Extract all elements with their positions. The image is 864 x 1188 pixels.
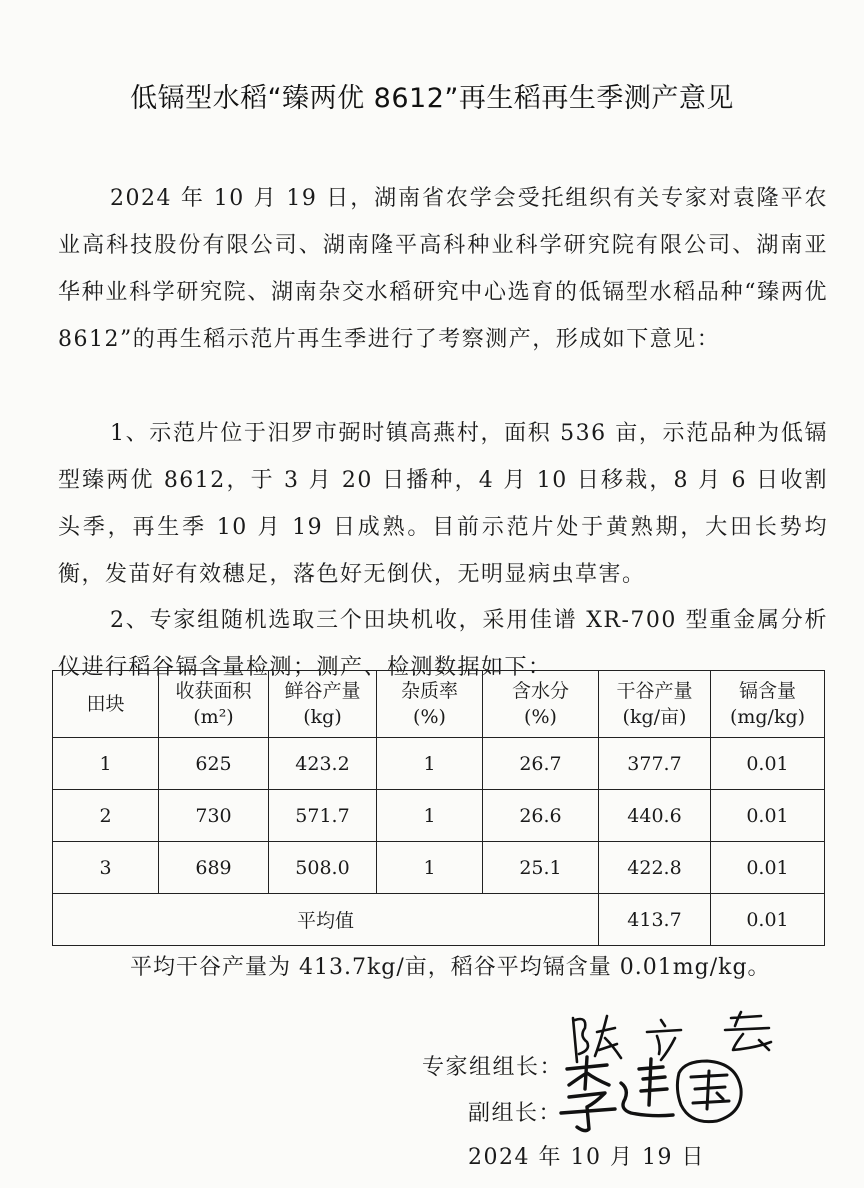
table-cell: 422.8 bbox=[599, 842, 711, 894]
average-cadmium: 0.01 bbox=[711, 894, 825, 946]
table-cell: 1 bbox=[53, 738, 159, 790]
table-cell: 3 bbox=[53, 842, 159, 894]
table-cell: 730 bbox=[159, 790, 269, 842]
header-dry-yield: 干谷产量 (kg/亩) bbox=[599, 671, 711, 738]
table-cell: 440.6 bbox=[599, 790, 711, 842]
table-average-row bbox=[53, 894, 825, 946]
header-cadmium: 镉含量 (mg/kg) bbox=[711, 671, 825, 738]
document-title: 低镉型水稻“臻两优 8612”再生稻再生季测产意见 bbox=[130, 83, 734, 114]
table-cell: 423.2 bbox=[269, 738, 377, 790]
leader-label: 专家组组长： bbox=[422, 1055, 564, 1080]
table-cell: 0.01 bbox=[711, 790, 825, 842]
table-cell: 0.01 bbox=[711, 738, 825, 790]
table-cell: 625 bbox=[159, 738, 269, 790]
average-label: 平均值 bbox=[53, 894, 599, 946]
table-cell: 571.7 bbox=[269, 790, 377, 842]
table-cell: 2 bbox=[53, 790, 159, 842]
table-cell: 26.6 bbox=[483, 790, 599, 842]
table-cell: 377.7 bbox=[599, 738, 711, 790]
table-row bbox=[53, 738, 825, 790]
table-cell: 26.7 bbox=[483, 738, 599, 790]
signing-date: 2024 年 10 月 19 日 bbox=[468, 1145, 705, 1170]
intro-paragraph: 2024 年 10 月 19 日，湖南省农学会受托组织有关专家对袁隆平农业高科技股份有限公司、湖南隆平高科种业科学研究院有限公司、湖南亚华种业科学研究院、湖南杂交水稻研究中心选育的低镉型水稻品种“臻两优 8612”的再生稻示范片再生季进行了考察测产，形成如下意见： bbox=[58, 186, 828, 352]
deputy-label: 副组长： bbox=[468, 1101, 563, 1126]
table-header-row bbox=[53, 671, 825, 738]
deputy-signature bbox=[555, 1055, 775, 1135]
table-cell: 1 bbox=[377, 842, 483, 894]
table-row bbox=[53, 790, 825, 842]
header-field: 田块 bbox=[53, 671, 159, 738]
table-cell: 689 bbox=[159, 842, 269, 894]
table-cell: 1 bbox=[377, 738, 483, 790]
yield-data-table bbox=[52, 670, 825, 946]
header-impurity-rate: 杂质率 (%) bbox=[377, 671, 483, 738]
header-fresh-yield: 鲜谷产量 (kg) bbox=[269, 671, 377, 738]
summary-text: 平均干谷产量为 413.7kg/亩，稻谷平均镉含量 0.01mg/kg。 bbox=[130, 955, 771, 980]
table-cell: 508.0 bbox=[269, 842, 377, 894]
header-harvest-area: 收获面积 (m²) bbox=[159, 671, 269, 738]
table-cell: 1 bbox=[377, 790, 483, 842]
demo-field-paragraph: 1、示范片位于汨罗市弼时镇高燕村，面积 536 亩，示范品种为低镉型臻两优 8612，于 3 月 20 日播种，4 月 10 日移栽，8 月 6 日收割头季，再生季 10 月 19 日成熟。目前示范片处于黄熟期，大田长势均衡，发苗好有效穗足，落色好无倒伏，无明显病虫草害。 bbox=[58, 421, 828, 587]
average-dry-yield: 413.7 bbox=[599, 894, 711, 946]
header-moisture: 含水分 (%) bbox=[483, 671, 599, 738]
test-method-paragraph: 2、专家组随机选取三个田块机收，采用佳谱 XR-700 型重金属分析仪进行稻谷镉含量检测；测产、检测数据如下： bbox=[58, 608, 828, 680]
table-cell: 0.01 bbox=[711, 842, 825, 894]
table-row bbox=[53, 842, 825, 894]
table-cell: 25.1 bbox=[483, 842, 599, 894]
